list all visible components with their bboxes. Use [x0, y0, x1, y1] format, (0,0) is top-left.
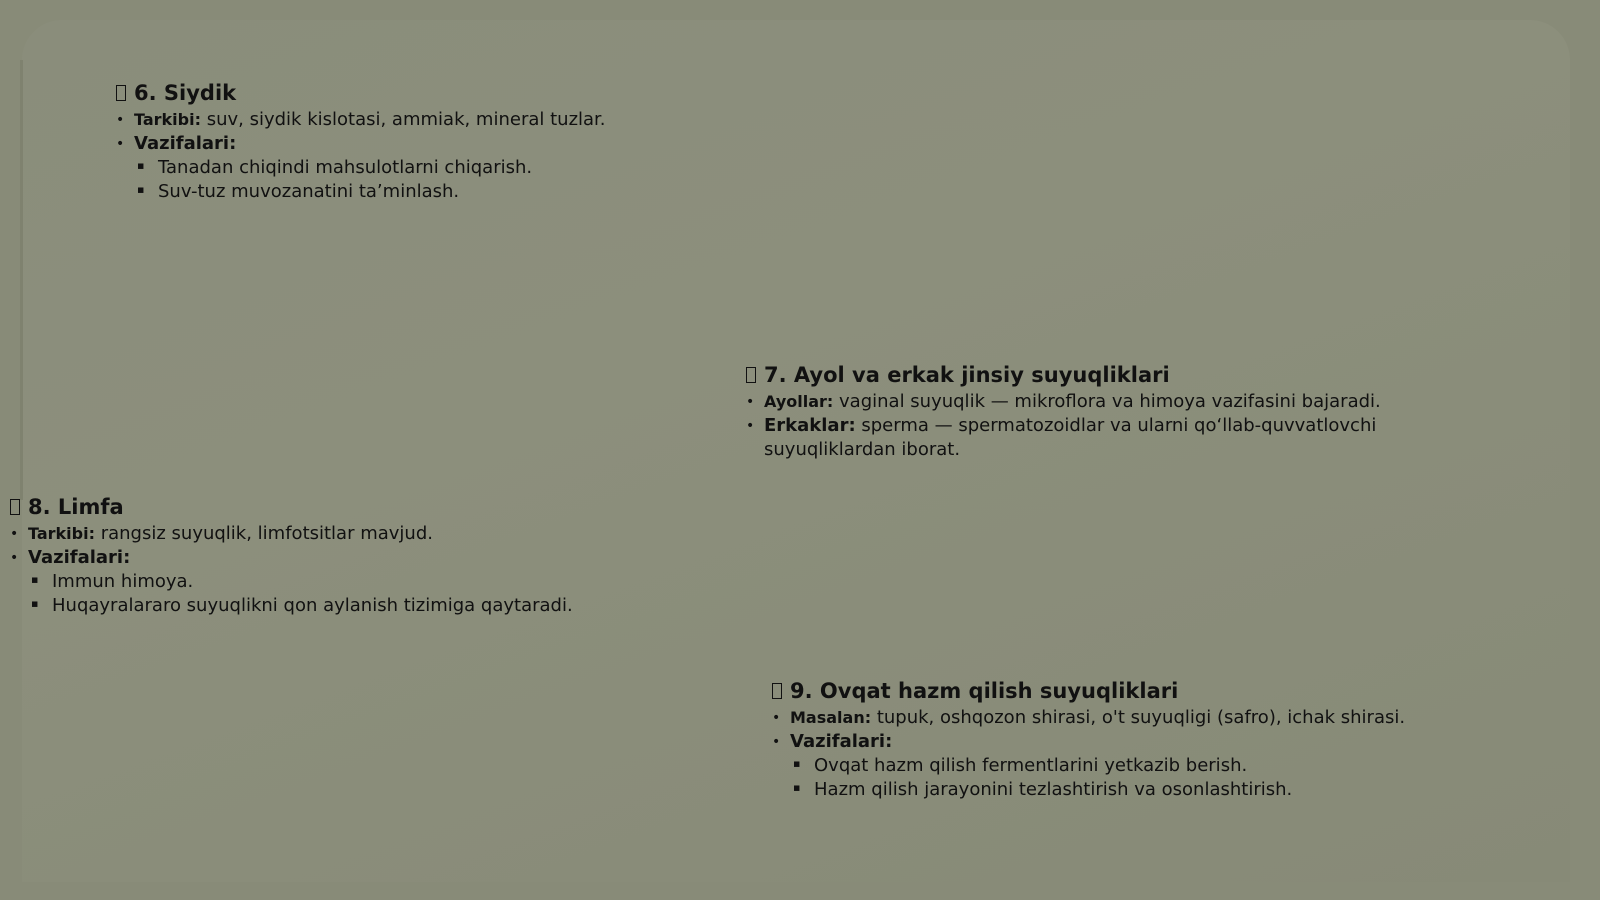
section-title: 9. Ovqat hazm qilish suyuqliklari	[772, 678, 1405, 704]
bullet-list	[116, 108, 606, 204]
section-limfa	[10, 494, 573, 618]
missing-glyph-icon	[772, 683, 782, 699]
function-item: ▪ Immun himoya.	[31, 570, 573, 594]
composition-item: • Tarkibi: suv, siydik kislotasi, ammiak, mineral tuzlar.	[116, 108, 606, 132]
function-item: ▪ Tanadan chiqindi mahsulotlarni chiqarish.	[137, 156, 606, 180]
functions-item: • Vazifalari:	[772, 730, 1405, 754]
section-title: 8. Limfa	[10, 494, 573, 520]
section-siydik	[116, 80, 606, 204]
bullet-list	[746, 390, 1381, 462]
section-hazm	[772, 678, 1405, 802]
missing-glyph-icon	[746, 367, 756, 383]
bullet-list	[772, 706, 1405, 802]
function-item: ▪ Huqayralararo suyuqlikni qon aylanish tizimiga qaytaradi.	[31, 594, 573, 618]
missing-glyph-icon	[116, 85, 126, 101]
women-item: • Ayollar: vaginal suyuqlik — mikroflora va himoya vazifasini bajaradi.	[746, 390, 1381, 414]
slide-left-edge	[20, 60, 23, 500]
section-jinsiy	[746, 362, 1381, 462]
bullet-list	[10, 522, 573, 618]
function-item: ▪ Ovqat hazm qilish fermentlarini yetkazib berish.	[793, 754, 1405, 778]
composition-item: • Tarkibi: rangsiz suyuqlik, limfotsitlar mavjud.	[10, 522, 573, 546]
section-title: 6. Siydik	[116, 80, 606, 106]
section-title: 7. Ayol va erkak jinsiy suyuqliklari	[746, 362, 1381, 388]
function-item: ▪ Hazm qilish jarayonini tezlashtirish va osonlashtirish.	[793, 778, 1405, 802]
example-item: • Masalan: tupuk, oshqozon shirasi, o't suyuqligi (safro), ichak shirasi.	[772, 706, 1405, 730]
men-item: • Erkaklar: sperma — spermatozoidlar va ularni qo‘llab-quvvatlovchi suyuqliklardan iborat.	[746, 414, 1381, 462]
function-item: ▪ Suv-tuz muvozanatini ta’minlash.	[137, 180, 606, 204]
missing-glyph-icon	[10, 499, 20, 515]
functions-item: • Vazifalari:	[116, 132, 606, 156]
functions-item: • Vazifalari:	[10, 546, 573, 570]
